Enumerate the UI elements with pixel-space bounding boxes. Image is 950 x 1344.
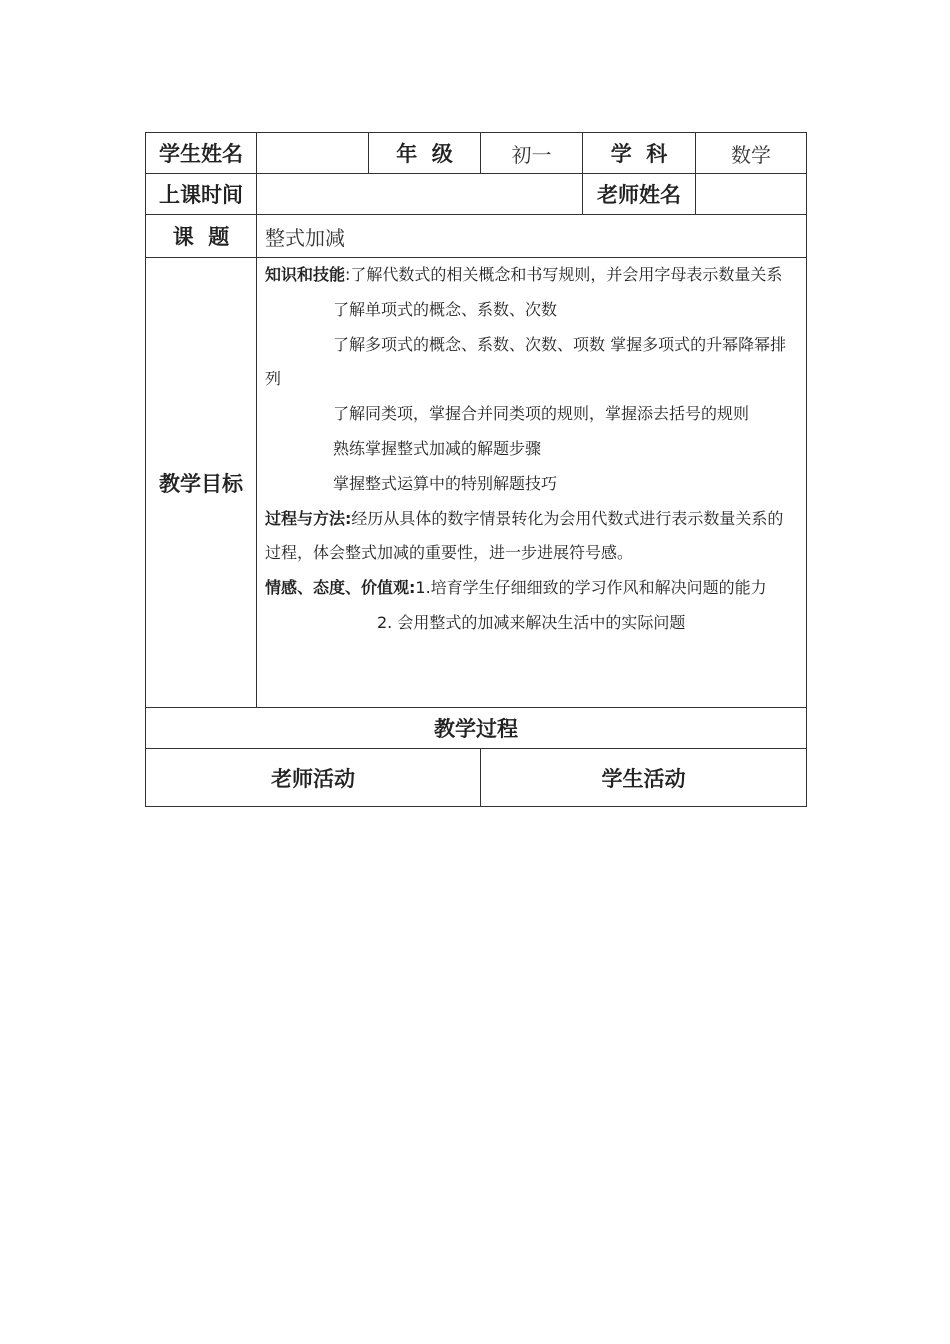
class-time-value <box>257 174 583 215</box>
process-title: 过程与方法: <box>265 508 352 528</box>
goal-item-1: 了解单项式的概念、系数、次数 <box>333 299 558 319</box>
teaching-goals-label: 教学目标 <box>146 258 257 708</box>
table-row <box>146 133 807 174</box>
teaching-process-title: 教学过程 <box>146 708 807 749</box>
process-text: 经历从具体的数字情景转化为会用代数式进行表示数量关系的过程，体会整式加减的重要性，进一步进展符号感。 <box>265 508 784 563</box>
goal-item-5: 掌握整式运算中的特别解题技巧 <box>333 473 558 493</box>
student-name-label: 学生姓名 <box>146 133 257 174</box>
class-time-label: 上课时间 <box>146 174 257 215</box>
emotion-title: 情感、态度、价值观: <box>265 578 416 598</box>
emotion-text: 1.培育学生仔细细致的学习作风和解决问题的能力 <box>415 578 767 598</box>
table-row <box>146 174 807 215</box>
subject-value: 数学 <box>696 133 807 174</box>
goal-item-2 <box>265 328 798 398</box>
process-paragraph <box>265 502 798 572</box>
topic-label: 课 题 <box>146 215 257 258</box>
knowledge-paragraph <box>265 258 798 293</box>
lesson-plan-table <box>145 132 807 807</box>
teacher-activity-header: 老师活动 <box>146 749 481 807</box>
table-row <box>146 749 807 807</box>
knowledge-title: 知识和技能 <box>265 265 346 284</box>
emotion-paragraph <box>265 571 798 606</box>
goal-item-3: 了解同类项，掌握合并同类项的规则，掌握添去括号的规则 <box>333 404 750 424</box>
student-activity-header: 学生活动 <box>481 749 807 807</box>
topic-value: 整式加减 <box>257 215 807 258</box>
teacher-name-label: 老师姓名 <box>583 174 696 215</box>
grade-label: 年 级 <box>369 133 481 174</box>
table-row <box>146 215 807 258</box>
subject-label: 学 科 <box>583 133 696 174</box>
student-name-value <box>257 133 369 174</box>
grade-value: 初一 <box>481 133 583 174</box>
teacher-name-value <box>696 174 807 215</box>
table-row <box>146 708 807 749</box>
teaching-goals-content <box>257 258 807 708</box>
knowledge-text: :了解代数式的相关概念和书写规则，并会用字母表示数量关系 <box>345 265 783 284</box>
emotion-item-2: 2. 会用整式的加减来解决生活中的实际问题 <box>377 612 686 632</box>
goal-item-4: 熟练掌握整式加减的解题步骤 <box>333 438 542 458</box>
table-row <box>146 258 807 708</box>
goal-item-2-text: 了解多项式的概念、系数、次数、项数 掌握多项式的升幂降幂排列 <box>265 334 787 389</box>
